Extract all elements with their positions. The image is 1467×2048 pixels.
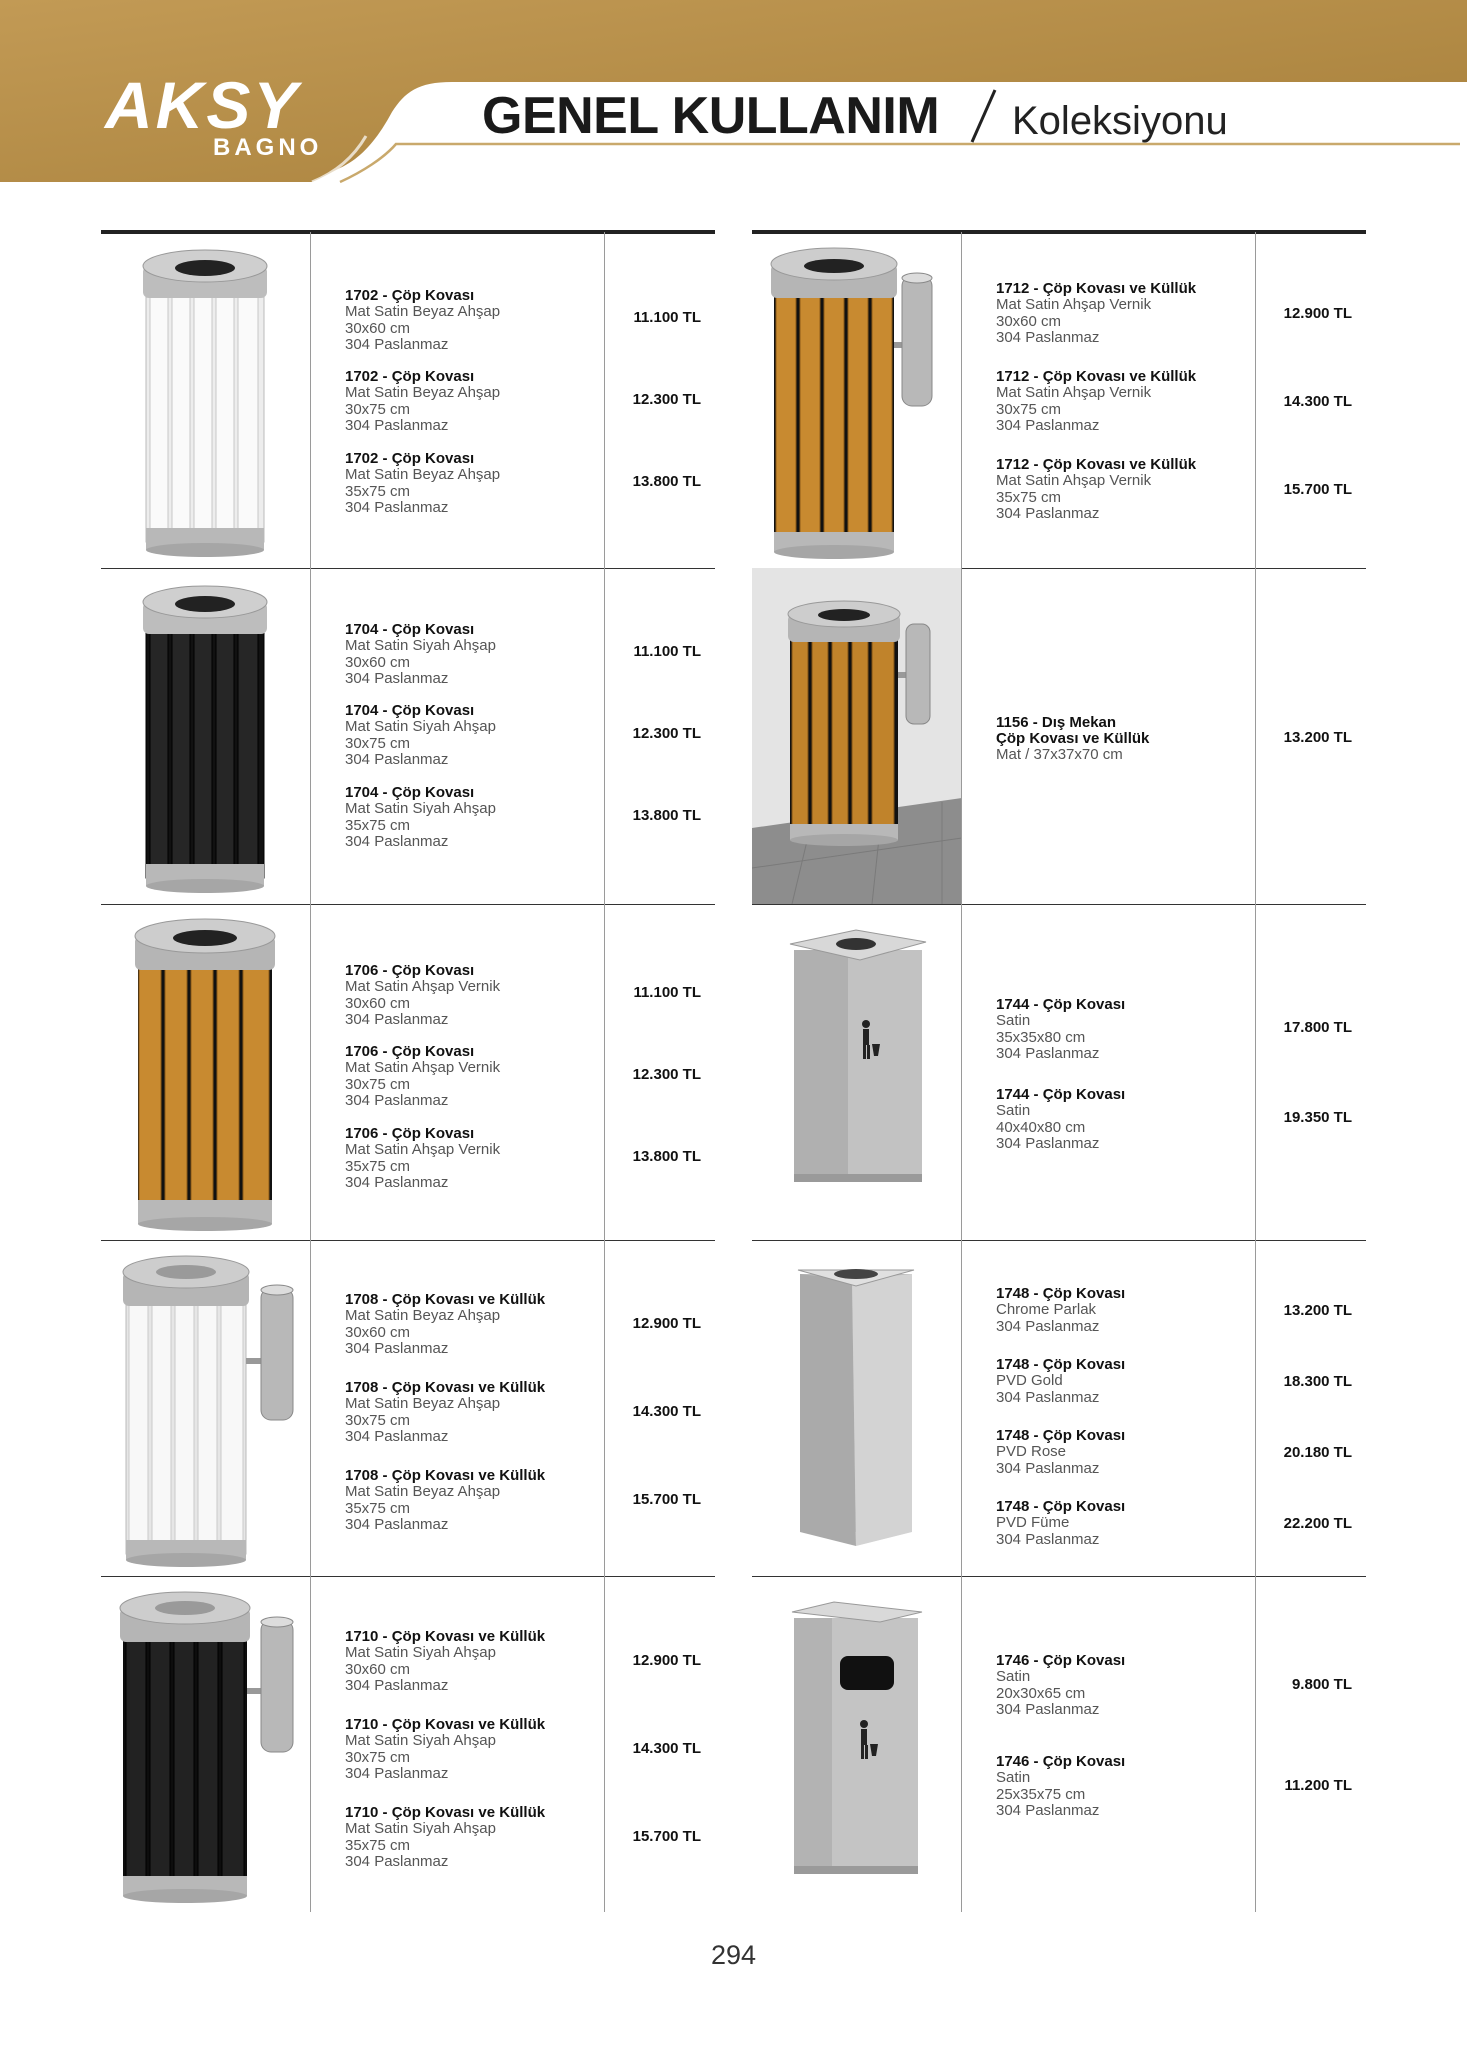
variant-detail: 30x60 cm xyxy=(345,653,411,671)
variant-name: 1706 - Çöp Kovası xyxy=(345,1125,475,1142)
variant-name-line2: Çöp Kovası ve Küllük xyxy=(996,730,1150,747)
product-variant xyxy=(345,1805,595,1871)
product-row-1712 xyxy=(752,232,1366,569)
variant-detail: 304 Paslanmaz xyxy=(345,1765,449,1782)
product-description-cell xyxy=(311,904,605,1240)
variant-detail: PVD Füme xyxy=(996,1514,1070,1531)
variant-detail: Mat Satin Beyaz Ahşap xyxy=(345,1395,501,1412)
product-price-cell xyxy=(1256,904,1366,1240)
variant-name: 1156 - Dış Mekan xyxy=(996,714,1117,731)
price: 14.300 TL xyxy=(632,1740,701,1757)
product-description-cell xyxy=(962,232,1256,568)
bin-white-slats-image xyxy=(101,232,311,568)
variant-detail: 304 Paslanmaz xyxy=(345,1092,449,1109)
variant-detail: 304 Paslanmaz xyxy=(996,417,1100,434)
product-variant xyxy=(345,963,595,1029)
page-number: 294 xyxy=(710,1940,757,1970)
variant-detail: 35x75 cm xyxy=(345,1499,411,1517)
variant-detail: 30x75 cm xyxy=(345,1748,411,1766)
product-variant xyxy=(345,703,595,769)
product-description-cell xyxy=(962,904,1256,1240)
variant-detail: 30x60 cm xyxy=(996,312,1062,330)
product-variant xyxy=(996,1428,1246,1477)
price: 13.200 TL xyxy=(1283,1302,1352,1319)
variant-detail: 304 Paslanmaz xyxy=(996,1802,1100,1819)
variant-detail: Mat Satin Ahşap Vernik xyxy=(996,384,1152,401)
variant-detail: Mat Satin Beyaz Ahşap xyxy=(345,1307,501,1324)
variant-detail: Mat Satin Siyah Ahşap xyxy=(345,1644,496,1661)
variant-detail: 35x75 cm xyxy=(345,1836,411,1854)
product-row-1706 xyxy=(101,904,715,1241)
price: 13.800 TL xyxy=(632,1148,701,1165)
product-description-cell xyxy=(311,1240,605,1576)
product-variant xyxy=(345,622,595,688)
product-variant xyxy=(996,1499,1246,1548)
variant-detail: Satin xyxy=(996,1769,1031,1786)
product-row-1744 xyxy=(752,904,1366,1241)
product-variant xyxy=(996,1653,1246,1719)
page-title: GENEL KULLANIM xyxy=(482,87,940,145)
product-description-cell xyxy=(311,232,605,568)
product-price-cell xyxy=(1256,1240,1366,1576)
variant-detail: Mat Satin Beyaz Ahşap xyxy=(345,303,501,320)
variant-detail: Mat Satin Beyaz Ahşap xyxy=(345,466,501,483)
product-variant xyxy=(345,288,595,354)
price: 13.800 TL xyxy=(632,473,701,490)
variant-detail: 304 Paslanmaz xyxy=(996,1388,1100,1406)
page-header xyxy=(0,0,1467,200)
product-price-cell xyxy=(605,1240,715,1576)
bin-wood-with-ashtray-image xyxy=(752,232,962,568)
price: 12.300 TL xyxy=(632,391,701,408)
variant-name: 1710 - Çöp Kovası ve Küllük xyxy=(345,1804,546,1821)
variant-detail: Mat Satin Ahşap Vernik xyxy=(345,1059,501,1076)
brand-logo xyxy=(105,68,335,162)
product-image-cell xyxy=(101,568,311,904)
variant-name: 1702 - Çöp Kovası xyxy=(345,287,475,304)
variant-detail: 304 Paslanmaz xyxy=(996,329,1100,346)
variant-detail: 304 Paslanmaz xyxy=(996,1701,1100,1718)
product-description-cell xyxy=(962,1576,1256,1912)
product-variant xyxy=(996,997,1246,1063)
variant-detail: Mat Satin Ahşap Vernik xyxy=(996,472,1152,489)
product-image-cell xyxy=(752,1240,962,1576)
product-variant xyxy=(345,369,595,435)
price: 20.180 TL xyxy=(1283,1444,1352,1461)
price: 14.300 TL xyxy=(632,1403,701,1420)
product-price-cell xyxy=(605,904,715,1240)
product-price-cell xyxy=(605,568,715,904)
variant-detail: Satin xyxy=(996,1102,1031,1119)
variant-name: 1708 - Çöp Kovası ve Küllük xyxy=(345,1379,546,1396)
product-image-cell xyxy=(752,232,962,568)
variant-name: 1712 - Çöp Kovası ve Küllük xyxy=(996,368,1197,385)
variant-detail: Chrome Parlak xyxy=(996,1301,1097,1318)
variant-detail: 30x60 cm xyxy=(345,1323,411,1341)
price: 9.800 TL xyxy=(1291,1676,1352,1693)
variant-detail: PVD Rose xyxy=(996,1443,1067,1460)
product-variant xyxy=(996,1357,1246,1406)
variant-detail: 304 Paslanmaz xyxy=(345,1677,449,1694)
variant-detail: Mat Satin Siyah Ahşap xyxy=(345,1820,496,1837)
bin-triangle-steel-image xyxy=(752,1240,962,1576)
variant-name: 1748 - Çöp Kovası xyxy=(996,1356,1126,1373)
variant-detail: Mat Satin Siyah Ahşap xyxy=(345,637,496,654)
variant-name: 1748 - Çöp Kovası xyxy=(996,1498,1126,1515)
product-variant xyxy=(345,1380,595,1446)
variant-detail: 304 Paslanmaz xyxy=(996,505,1100,522)
variant-detail: 30x75 cm xyxy=(345,1075,411,1093)
variant-detail: 30x60 cm xyxy=(345,319,411,337)
product-image-cell xyxy=(752,1576,962,1912)
price: 14.300 TL xyxy=(1283,393,1352,410)
variant-name: 1702 - Çöp Kovası xyxy=(345,368,475,385)
product-description-cell xyxy=(962,1240,1256,1576)
product-variant xyxy=(345,1468,595,1534)
product-variant xyxy=(996,369,1246,435)
variant-name: 1702 - Çöp Kovası xyxy=(345,450,475,467)
variant-detail: 30x75 cm xyxy=(345,400,411,418)
variant-detail: PVD Gold xyxy=(996,1372,1063,1389)
variant-detail: 30x60 cm xyxy=(345,994,411,1012)
variant-name: 1704 - Çöp Kovası xyxy=(345,702,475,719)
variant-detail: 30x75 cm xyxy=(996,400,1062,418)
product-description-cell xyxy=(962,568,1256,904)
product-image-cell xyxy=(752,568,962,904)
price: 12.900 TL xyxy=(1283,305,1352,322)
product-image-cell xyxy=(101,1240,311,1576)
variant-detail: 30x75 cm xyxy=(345,1411,411,1429)
variant-detail: 35x35x80 cm xyxy=(996,1028,1086,1046)
variant-detail: Satin xyxy=(996,1668,1031,1685)
price: 12.900 TL xyxy=(632,1652,701,1669)
price: 15.700 TL xyxy=(1283,481,1352,498)
variant-name: 1706 - Çöp Kovası xyxy=(345,1043,475,1060)
variant-detail: 304 Paslanmaz xyxy=(996,1045,1100,1062)
variant-detail: 35x75 cm xyxy=(996,488,1062,506)
price: 11.100 TL xyxy=(633,984,701,1001)
product-variant xyxy=(996,1087,1246,1153)
product-price-cell xyxy=(1256,232,1366,568)
variant-detail: 35x75 cm xyxy=(345,816,411,834)
variant-detail: 304 Paslanmaz xyxy=(996,1317,1100,1335)
variant-detail: 304 Paslanmaz xyxy=(345,833,449,850)
product-row-1704 xyxy=(101,568,715,905)
variant-name: 1748 - Çöp Kovası xyxy=(996,1427,1126,1444)
variant-detail: 304 Paslanmaz xyxy=(345,751,449,768)
page-subtitle: Koleksiyonu xyxy=(1012,99,1228,143)
variant-detail: 20x30x65 cm xyxy=(996,1684,1086,1702)
product-row-1748 xyxy=(752,1240,1366,1577)
product-image-cell xyxy=(101,904,311,1240)
variant-detail: 25x35x75 cm xyxy=(996,1785,1086,1803)
variant-detail: 35x75 cm xyxy=(345,482,411,500)
variant-detail: Mat Satin Ahşap Vernik xyxy=(345,1141,501,1158)
product-variant xyxy=(996,1754,1246,1820)
title-slash-divider xyxy=(960,84,1010,148)
outdoor-bin-photo xyxy=(752,568,962,904)
product-variant xyxy=(996,281,1246,347)
variant-name: 1704 - Çöp Kovası xyxy=(345,621,475,638)
variant-detail: 304 Paslanmaz xyxy=(345,1428,449,1445)
product-variant xyxy=(996,715,1246,764)
variant-name: 1748 - Çöp Kovası xyxy=(996,1285,1126,1302)
variant-detail: 304 Paslanmaz xyxy=(345,417,449,434)
product-image-cell xyxy=(101,1576,311,1912)
price: 11.100 TL xyxy=(633,643,701,660)
variant-detail: Mat / 37x37x70 cm xyxy=(996,746,1123,763)
price: 11.200 TL xyxy=(1284,1777,1352,1794)
variant-detail: Mat Satin Ahşap Vernik xyxy=(345,978,501,995)
variant-name: 1710 - Çöp Kovası ve Küllük xyxy=(345,1628,546,1645)
product-price-cell xyxy=(605,232,715,568)
bin-square-steel-image xyxy=(752,904,962,1240)
variant-detail: 304 Paslanmaz xyxy=(345,1174,449,1191)
brand-sub: BAGNO xyxy=(213,134,323,161)
variant-detail: Mat Satin Ahşap Vernik xyxy=(996,296,1152,313)
product-description-cell xyxy=(311,568,605,904)
variant-name: 1708 - Çöp Kovası ve Küllük xyxy=(345,1467,546,1484)
bin-wood-slats-image xyxy=(101,904,311,1240)
brand-name: AKSY xyxy=(105,68,301,142)
price: 19.350 TL xyxy=(1283,1109,1352,1126)
variant-name: 1710 - Çöp Kovası ve Küllük xyxy=(345,1716,546,1733)
product-image-cell xyxy=(101,232,311,568)
variant-detail: 304 Paslanmaz xyxy=(345,336,449,353)
product-row-1710 xyxy=(101,1576,715,1912)
variant-detail: Mat Satin Siyah Ahşap xyxy=(345,718,496,735)
product-image-cell xyxy=(752,904,962,1240)
bin-rectangular-steel-image xyxy=(752,1576,962,1912)
bin-black-slats-image xyxy=(101,568,311,904)
product-variant xyxy=(345,1629,595,1695)
variant-detail: 304 Paslanmaz xyxy=(345,1340,449,1357)
product-variant xyxy=(345,451,595,517)
left-product-table xyxy=(101,230,715,1870)
price: 22.200 TL xyxy=(1283,1515,1352,1532)
variant-name: 1708 - Çöp Kovası ve Küllük xyxy=(345,1291,546,1308)
product-row-1708 xyxy=(101,1240,715,1577)
variant-detail: Mat Satin Beyaz Ahşap xyxy=(345,1483,501,1500)
variant-name: 1744 - Çöp Kovası xyxy=(996,996,1126,1013)
variant-detail: 304 Paslanmaz xyxy=(996,1135,1100,1152)
bin-black-with-ashtray-image xyxy=(101,1576,311,1912)
variant-name: 1706 - Çöp Kovası xyxy=(345,962,475,979)
product-price-cell xyxy=(1256,568,1366,904)
price: 12.900 TL xyxy=(632,1315,701,1332)
variant-detail: Satin xyxy=(996,1012,1031,1029)
product-description-cell xyxy=(311,1576,605,1912)
variant-detail: 30x75 cm xyxy=(345,734,411,752)
variant-name: 1744 - Çöp Kovası xyxy=(996,1086,1126,1103)
price: 12.300 TL xyxy=(632,1066,701,1083)
variant-name: 1712 - Çöp Kovası ve Küllük xyxy=(996,456,1197,473)
product-variant xyxy=(345,1126,595,1192)
variant-detail: 304 Paslanmaz xyxy=(345,1516,449,1533)
price: 11.100 TL xyxy=(633,309,701,326)
price: 15.700 TL xyxy=(632,1491,701,1508)
variant-name: 1704 - Çöp Kovası xyxy=(345,784,475,801)
price: 13.200 TL xyxy=(1283,729,1352,746)
product-price-cell xyxy=(605,1576,715,1912)
variant-detail: 35x75 cm xyxy=(345,1157,411,1175)
variant-name: 1712 - Çöp Kovası ve Küllük xyxy=(996,280,1197,297)
price: 18.300 TL xyxy=(1283,1373,1352,1390)
product-price-cell xyxy=(1256,1576,1366,1912)
variant-detail: Mat Satin Siyah Ahşap xyxy=(345,1732,496,1749)
variant-detail: 304 Paslanmaz xyxy=(345,670,449,687)
product-variant xyxy=(345,1292,595,1358)
bin-white-with-ashtray-image xyxy=(101,1240,311,1576)
product-row-1702 xyxy=(101,232,715,569)
variant-name: 1746 - Çöp Kovası xyxy=(996,1652,1126,1669)
product-variant xyxy=(996,1286,1246,1335)
variant-detail: Mat Satin Siyah Ahşap xyxy=(345,800,496,817)
product-variant xyxy=(345,785,595,851)
variant-detail: Mat Satin Beyaz Ahşap xyxy=(345,384,501,401)
product-row-1156 xyxy=(752,568,1366,905)
variant-name: 1746 - Çöp Kovası xyxy=(996,1753,1126,1770)
price: 12.300 TL xyxy=(632,725,701,742)
variant-detail: 304 Paslanmaz xyxy=(345,499,449,516)
price: 17.800 TL xyxy=(1283,1019,1352,1036)
price: 15.700 TL xyxy=(632,1828,701,1845)
right-product-table xyxy=(752,230,1366,1819)
price: 13.800 TL xyxy=(632,807,701,824)
variant-detail: 304 Paslanmaz xyxy=(996,1530,1100,1548)
variant-detail: 40x40x80 cm xyxy=(996,1118,1086,1136)
variant-detail: 304 Paslanmaz xyxy=(345,1853,449,1870)
product-variant xyxy=(345,1044,595,1110)
product-row-1746 xyxy=(752,1576,1366,1912)
product-variant xyxy=(345,1717,595,1783)
product-variant xyxy=(996,457,1246,523)
variant-detail: 30x60 cm xyxy=(345,1660,411,1678)
variant-detail: 304 Paslanmaz xyxy=(345,1011,449,1028)
variant-detail: 304 Paslanmaz xyxy=(996,1459,1100,1477)
